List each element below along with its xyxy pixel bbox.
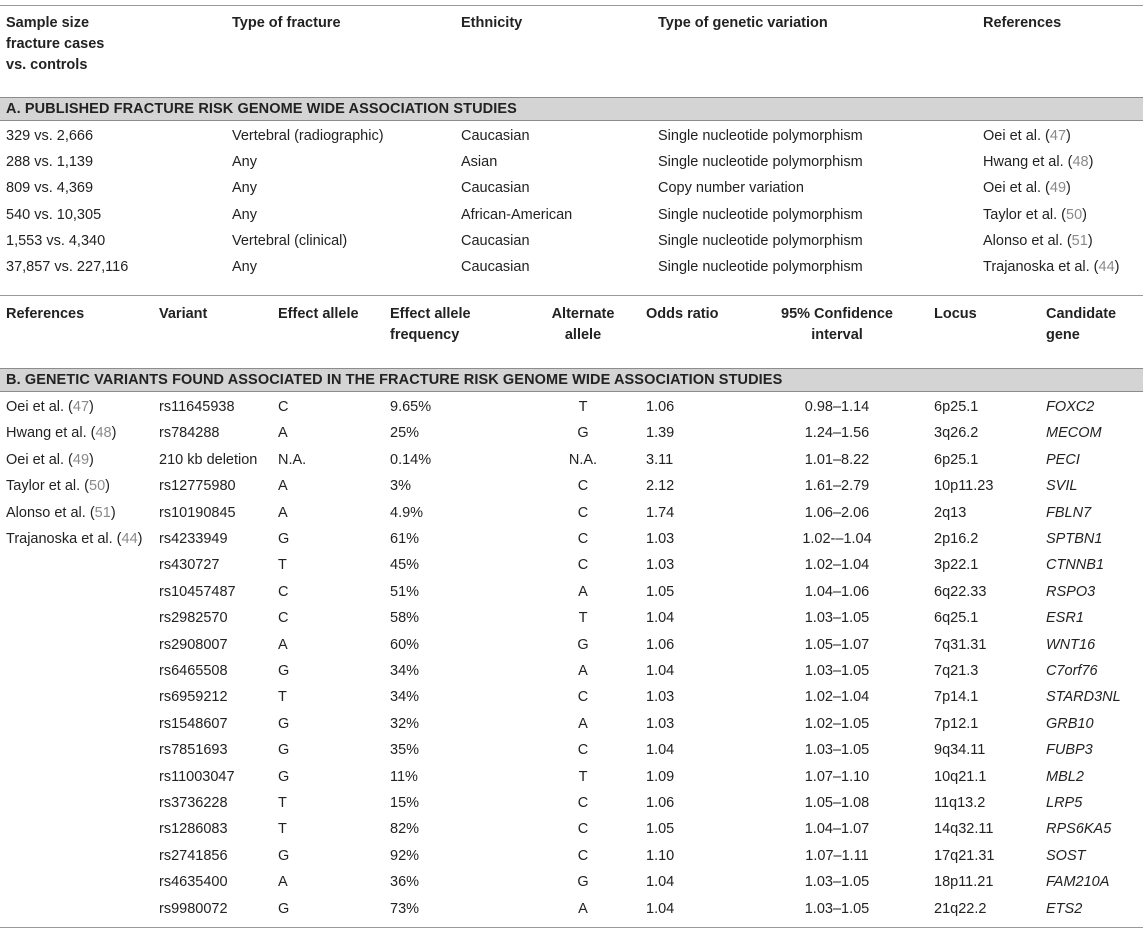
variant-cell: rs4233949	[159, 531, 228, 547]
table-row	[0, 228, 1143, 254]
variation-cell: Single nucleotide polymorphism	[658, 206, 863, 223]
confidence-interval-cell: 1.03–1.05	[804, 874, 870, 891]
variant-cell: rs11003047	[159, 768, 235, 785]
confidence-interval-cell: 1.04–1.07	[804, 821, 870, 838]
odds-ratio-cell: 1.10	[646, 847, 675, 864]
alternate-allele-cell: A	[578, 583, 588, 600]
reference-close-paren: )	[110, 504, 116, 521]
candidate-gene-cell: SVIL	[1046, 478, 1078, 495]
effect-allele-cell: G	[278, 715, 290, 732]
effect-frequency-cell: 58%	[390, 610, 420, 627]
table-row	[0, 254, 1143, 280]
reference-author: Taylor et al. (	[6, 478, 89, 495]
confidence-interval-cell: 1.02–1.05	[804, 715, 870, 732]
locus-cell: 6q22.33	[934, 583, 987, 600]
effect-allele-cell: A	[278, 636, 288, 653]
odds-ratio-cell: 1.06	[646, 636, 675, 653]
sample-size-cell: 329 vs. 2,666	[6, 128, 94, 144]
candidate-gene-cell: FUBP3	[1046, 742, 1093, 759]
fracture-type-cell: Vertebral (radiographic)	[232, 128, 384, 144]
candidate-gene-cell: SPTBN1	[1046, 531, 1103, 547]
sample-size-cell: 37,857 vs. 227,116	[6, 259, 129, 275]
alternate-allele-cell: A	[578, 663, 588, 679]
confidence-interval-cell: 1.03–1.05	[804, 900, 870, 917]
variant-cell: rs784288	[159, 425, 220, 442]
candidate-gene-cell: ESR1	[1046, 610, 1084, 627]
effect-frequency-cell: 34%	[390, 663, 420, 679]
effect-frequency-cell: 73%	[390, 900, 420, 917]
reference-number-link[interactable]: 49	[72, 451, 90, 468]
reference-author: Taylor et al. (	[983, 206, 1066, 223]
odds-ratio-cell: 3.11	[646, 451, 674, 468]
odds-ratio-cell: 1.05	[646, 583, 675, 600]
reference-author: Alonso et al. (	[6, 504, 95, 521]
top-rule	[0, 5, 1143, 6]
table-row	[0, 632, 1143, 658]
variant-cell: rs6465508	[159, 663, 228, 679]
confidence-interval-cell: 1.07–1.11	[805, 847, 869, 864]
header-effect-allele: Effect allele	[278, 306, 359, 322]
table-row	[0, 175, 1143, 201]
confidence-interval-cell: 1.24–1.56	[804, 425, 870, 442]
table-row	[0, 764, 1143, 790]
header-ethnicity: Ethnicity	[461, 15, 523, 31]
effect-frequency-cell: 60%	[390, 636, 420, 653]
locus-cell: 2q13	[934, 504, 967, 521]
confidence-interval-cell: 1.03–1.05	[804, 742, 870, 759]
alternate-allele-cell: T	[578, 399, 588, 415]
reference-author: Oei et al. (	[983, 128, 1050, 144]
candidate-gene-cell: LRP5	[1046, 795, 1083, 811]
effect-frequency-cell: 51%	[390, 583, 420, 600]
variation-cell: Single nucleotide polymorphism	[658, 232, 863, 249]
reference-author: Oei et al. (	[983, 180, 1050, 197]
effect-allele-cell: A	[278, 425, 288, 442]
effect-allele-cell: C	[278, 610, 289, 627]
alternate-allele-cell: N.A.	[568, 451, 598, 468]
reference-close-paren: )	[1087, 232, 1093, 249]
confidence-interval-cell: 1.05–1.08	[804, 795, 870, 811]
odds-ratio-cell: 1.03	[646, 557, 675, 574]
locus-cell: 2p16.2	[934, 531, 979, 547]
reference-cell	[983, 254, 1120, 280]
confidence-interval-cell: 1.02-–1.04	[802, 531, 872, 547]
variant-cell: rs1286083	[159, 821, 228, 838]
locus-cell: 17q21.31	[934, 847, 995, 864]
reference-number-link[interactable]: 48	[1072, 154, 1089, 171]
locus-cell: 3p22.1	[934, 557, 979, 574]
candidate-gene-cell: MBL2	[1046, 768, 1084, 785]
reference-close-paren: )	[111, 425, 117, 442]
odds-ratio-cell: 1.04	[646, 610, 675, 627]
locus-cell: 6p25.1	[934, 451, 979, 468]
ethnicity-cell: Asian	[461, 154, 498, 171]
alternate-allele-cell: C	[577, 504, 589, 521]
odds-ratio-cell: 1.04	[646, 874, 675, 891]
fracture-type-cell: Any	[232, 206, 257, 223]
reference-cell	[983, 175, 1071, 201]
candidate-gene-cell: RSPO3	[1046, 583, 1096, 600]
effect-allele-cell: A	[278, 874, 288, 891]
reference-cell	[983, 202, 1087, 228]
odds-ratio-cell: 2.12	[646, 478, 675, 495]
reference-author: Trajanoska et al. (	[983, 259, 1099, 275]
variant-cell: rs2908007	[159, 636, 228, 653]
reference-number-link[interactable]: 50	[89, 478, 106, 495]
confidence-interval-cell: 1.61–2.79	[804, 478, 870, 495]
effect-allele-cell: T	[278, 689, 287, 706]
candidate-gene-cell: GRB10	[1046, 715, 1094, 732]
reference-number-link[interactable]: 47	[1049, 128, 1067, 144]
variation-cell: Single nucleotide polymorphism	[658, 128, 863, 144]
candidate-gene-cell: STARD3NL	[1046, 689, 1121, 706]
table-row	[0, 420, 1143, 446]
candidate-gene-cell: CTNNB1	[1046, 557, 1105, 574]
reference-cell	[983, 149, 1093, 175]
odds-ratio-cell: 1.04	[646, 900, 675, 917]
sample-size-cell: 1,553 vs. 4,340	[6, 232, 106, 249]
effect-allele-cell: G	[278, 900, 290, 917]
locus-cell: 11q13.2	[934, 795, 986, 811]
alternate-allele-cell: G	[577, 874, 589, 891]
effect-allele-cell: C	[278, 583, 289, 600]
effect-frequency-cell: 92%	[390, 847, 420, 864]
alternate-allele-cell: T	[578, 768, 588, 785]
locus-cell: 7q31.31	[934, 636, 987, 653]
table-row	[0, 711, 1143, 737]
locus-cell: 7p12.1	[934, 715, 979, 732]
effect-allele-cell: G	[278, 742, 290, 759]
table-row	[0, 473, 1143, 499]
table-row	[0, 500, 1143, 526]
table-row	[0, 869, 1143, 895]
table-row	[0, 123, 1143, 149]
variant-cell: rs430727	[159, 557, 220, 574]
variant-cell: rs10457487	[159, 583, 236, 600]
confidence-interval-cell: 1.03–1.05	[804, 610, 870, 627]
variant-cell: rs7851693	[159, 742, 228, 759]
reference-close-paren: )	[1082, 206, 1087, 223]
fracture-type-cell: Any	[232, 180, 257, 197]
ethnicity-cell: Caucasian	[461, 180, 530, 197]
locus-cell: 21q22.2	[934, 900, 987, 917]
table-row	[0, 202, 1143, 228]
table-row	[0, 447, 1143, 473]
reference-number-link[interactable]: 50	[1066, 206, 1083, 223]
reference-close-paren: )	[105, 478, 110, 495]
ethnicity-cell: Caucasian	[461, 259, 530, 275]
reference-number-link[interactable]: 49	[1049, 180, 1067, 197]
effect-allele-cell: A	[278, 478, 288, 495]
fracture-type-cell: Vertebral (clinical)	[232, 232, 348, 249]
alternate-allele-cell: C	[577, 821, 589, 838]
effect-frequency-cell: 36%	[390, 874, 420, 891]
table-row	[0, 526, 1143, 552]
effect-frequency-cell: 25%	[390, 425, 420, 442]
confidence-interval-cell: 1.01–8.22	[804, 451, 870, 468]
reference-cell	[983, 123, 1071, 149]
reference-number-link[interactable]: 44	[121, 531, 138, 547]
odds-ratio-cell: 1.04	[646, 742, 675, 759]
alternate-allele-cell: A	[578, 715, 588, 732]
alternate-allele-cell: A	[578, 900, 588, 917]
reference-number-link[interactable]: 47	[72, 399, 90, 415]
reference-cell	[6, 473, 110, 499]
alternate-allele-cell: G	[577, 636, 589, 653]
table-row	[0, 790, 1143, 816]
confidence-interval-cell: 1.06–2.06	[804, 504, 870, 521]
header-alternate-allele: Alternate allele	[551, 306, 615, 343]
locus-cell: 10q21.1	[934, 768, 987, 785]
reference-author: Oei et al. (	[6, 399, 73, 415]
reference-cell	[6, 394, 94, 420]
variant-cell: rs4635400	[159, 874, 228, 891]
reference-number-link[interactable]: 44	[1098, 259, 1115, 275]
table-row	[0, 684, 1143, 710]
effect-frequency-cell: 34%	[390, 689, 420, 706]
section-a-title: A. PUBLISHED FRACTURE RISK GENOME WIDE ASSOCIATION STUDIES	[0, 97, 1143, 121]
variant-cell: rs1548607	[159, 715, 228, 732]
odds-ratio-cell: 1.39	[646, 425, 675, 442]
reference-author: Trajanoska et al. (	[6, 531, 122, 547]
ethnicity-cell: Caucasian	[461, 128, 530, 144]
locus-cell: 6q25.1	[934, 610, 979, 627]
effect-frequency-cell: 9.65%	[390, 399, 432, 415]
variant-cell: rs9980072	[159, 900, 228, 917]
reference-close-paren: )	[137, 531, 143, 547]
reference-close-paren: )	[1066, 128, 1071, 144]
header-references: References	[983, 15, 1062, 31]
locus-cell: 3q26.2	[934, 425, 979, 442]
reference-number-link[interactable]: 51	[94, 504, 111, 521]
odds-ratio-cell: 1.06	[646, 795, 675, 811]
header-locus: Locus	[934, 306, 977, 322]
section-b-title: B. GENETIC VARIANTS FOUND ASSOCIATED IN THE FRACTURE RISK GENOME WIDE ASSOCIATION STUDIES	[0, 368, 1143, 392]
effect-allele-cell: T	[278, 795, 287, 811]
sample-size-cell: 288 vs. 1,139	[6, 154, 94, 171]
header-variant: Variant	[159, 306, 208, 322]
fracture-type-cell: Any	[232, 259, 257, 275]
table-row	[0, 816, 1143, 842]
table-row	[0, 552, 1143, 578]
header-confidence-interval: 95% Confidence interval	[781, 306, 893, 343]
odds-ratio-cell: 1.09	[646, 768, 675, 785]
table-row	[0, 843, 1143, 869]
locus-cell: 14q32.11	[934, 821, 994, 838]
odds-ratio-cell: 1.06	[646, 399, 675, 415]
variant-cell: rs12775980	[159, 478, 236, 495]
reference-cell	[6, 526, 143, 552]
odds-ratio-cell: 1.05	[646, 821, 675, 838]
reference-close-paren: )	[1114, 259, 1120, 275]
variant-cell: rs6959212	[159, 689, 228, 706]
alternate-allele-cell: C	[577, 478, 589, 495]
header-candidate-gene: Candidate gene	[1046, 306, 1117, 343]
header-effect-allele-frequency: Effect allele frequency	[390, 306, 471, 343]
effect-allele-cell: G	[278, 531, 290, 547]
table-row	[0, 737, 1143, 763]
odds-ratio-cell: 1.74	[646, 504, 675, 521]
reference-cell	[983, 228, 1093, 254]
header-type-of-fracture: Type of fracture	[232, 15, 341, 31]
reference-close-paren: )	[1088, 154, 1094, 171]
reference-number-link[interactable]: 48	[95, 425, 112, 442]
effect-frequency-cell: 3%	[390, 478, 411, 495]
effect-allele-cell: C	[278, 399, 289, 415]
table-row	[0, 605, 1143, 631]
reference-cell	[6, 447, 94, 473]
alternate-allele-cell: C	[577, 689, 589, 706]
confidence-interval-cell: 1.04–1.06	[804, 583, 870, 600]
reference-author: Hwang et al. (	[6, 425, 96, 442]
alternate-allele-cell: C	[577, 531, 589, 547]
odds-ratio-cell: 1.03	[646, 689, 675, 706]
effect-frequency-cell: 11%	[390, 768, 418, 785]
table-row	[0, 394, 1143, 420]
locus-cell: 9q34.11	[934, 742, 986, 759]
candidate-gene-cell: FOXC2	[1046, 399, 1095, 415]
reference-close-paren: )	[89, 451, 94, 468]
candidate-gene-cell: ETS2	[1046, 900, 1083, 917]
confidence-interval-cell: 1.05–1.07	[804, 636, 870, 653]
effect-frequency-cell: 0.14%	[390, 451, 432, 468]
effect-allele-cell: T	[278, 557, 287, 574]
candidate-gene-cell: SOST	[1046, 847, 1086, 864]
effect-allele-cell: N.A.	[278, 451, 307, 468]
reference-cell	[6, 500, 116, 526]
confidence-interval-cell: 0.98–1.14	[804, 399, 870, 415]
mid-rule	[0, 295, 1143, 296]
odds-ratio-cell: 1.03	[646, 715, 675, 732]
candidate-gene-cell: C7orf76	[1046, 663, 1098, 679]
reference-cell	[6, 420, 116, 446]
variation-cell: Single nucleotide polymorphism	[658, 259, 863, 275]
effect-allele-cell: G	[278, 847, 290, 864]
variant-cell: rs2741856	[159, 847, 228, 864]
ethnicity-cell: Caucasian	[461, 232, 530, 249]
locus-cell: 10p11.23	[934, 478, 994, 495]
candidate-gene-cell: FAM210A	[1046, 874, 1110, 891]
alternate-allele-cell: C	[577, 847, 589, 864]
effect-frequency-cell: 15%	[390, 795, 420, 811]
locus-cell: 18p11.21	[934, 874, 994, 891]
header-odds-ratio: Odds ratio	[646, 306, 719, 322]
variant-cell: rs10190845	[159, 504, 236, 521]
odds-ratio-cell: 1.04	[646, 663, 675, 679]
header-b-references: References	[6, 306, 85, 322]
locus-cell: 6p25.1	[934, 399, 979, 415]
confidence-interval-cell: 1.07–1.10	[804, 768, 870, 785]
variation-cell: Copy number variation	[658, 180, 804, 197]
variant-cell: rs11645938	[159, 399, 235, 415]
variant-cell: rs2982570	[159, 610, 228, 627]
effect-allele-cell: G	[278, 768, 290, 785]
table-row	[0, 896, 1143, 922]
effect-allele-cell: T	[278, 821, 287, 838]
candidate-gene-cell: FBLN7	[1046, 504, 1092, 521]
variant-cell: 210 kb deletion	[159, 451, 258, 468]
effect-frequency-cell: 45%	[390, 557, 420, 574]
candidate-gene-cell: PECI	[1046, 451, 1080, 468]
effect-frequency-cell: 4.9%	[390, 504, 424, 521]
effect-frequency-cell: 35%	[390, 742, 420, 759]
effect-frequency-cell: 61%	[390, 531, 420, 547]
candidate-gene-cell: RPS6KA5	[1046, 821, 1112, 838]
variant-cell: rs3736228	[159, 795, 228, 811]
table-row	[0, 658, 1143, 684]
bottom-rule	[0, 927, 1143, 928]
alternate-allele-cell: G	[577, 425, 589, 442]
table-row	[0, 579, 1143, 605]
effect-allele-cell: G	[278, 663, 290, 679]
sample-size-cell: 809 vs. 4,369	[6, 180, 94, 197]
confidence-interval-cell: 1.02–1.04	[804, 689, 870, 706]
effect-frequency-cell: 32%	[390, 715, 420, 732]
reference-close-paren: )	[89, 399, 94, 415]
fracture-type-cell: Any	[232, 154, 257, 171]
header-sample-size: Sample size fracture cases vs. controls	[6, 15, 105, 73]
candidate-gene-cell: MECOM	[1046, 425, 1102, 442]
alternate-allele-cell: C	[577, 557, 589, 574]
reference-author: Hwang et al. (	[983, 154, 1073, 171]
odds-ratio-cell: 1.03	[646, 531, 675, 547]
reference-number-link[interactable]: 51	[1071, 232, 1088, 249]
candidate-gene-cell: WNT16	[1046, 636, 1096, 653]
alternate-allele-cell: C	[577, 795, 589, 811]
locus-cell: 7p14.1	[934, 689, 979, 706]
effect-allele-cell: A	[278, 504, 288, 521]
reference-close-paren: )	[1066, 180, 1071, 197]
alternate-allele-cell: T	[578, 610, 588, 627]
sample-size-cell: 540 vs. 10,305	[6, 206, 102, 223]
effect-frequency-cell: 82%	[390, 821, 420, 838]
table-row	[0, 149, 1143, 175]
ethnicity-cell: African-American	[461, 206, 573, 223]
confidence-interval-cell: 1.03–1.05	[804, 663, 870, 679]
confidence-interval-cell: 1.02–1.04	[804, 557, 870, 574]
alternate-allele-cell: C	[577, 742, 589, 759]
locus-cell: 7q21.3	[934, 663, 979, 679]
reference-author: Alonso et al. (	[983, 232, 1072, 249]
variation-cell: Single nucleotide polymorphism	[658, 154, 863, 171]
header-genetic-variation: Type of genetic variation	[658, 15, 828, 31]
reference-author: Oei et al. (	[6, 451, 73, 468]
